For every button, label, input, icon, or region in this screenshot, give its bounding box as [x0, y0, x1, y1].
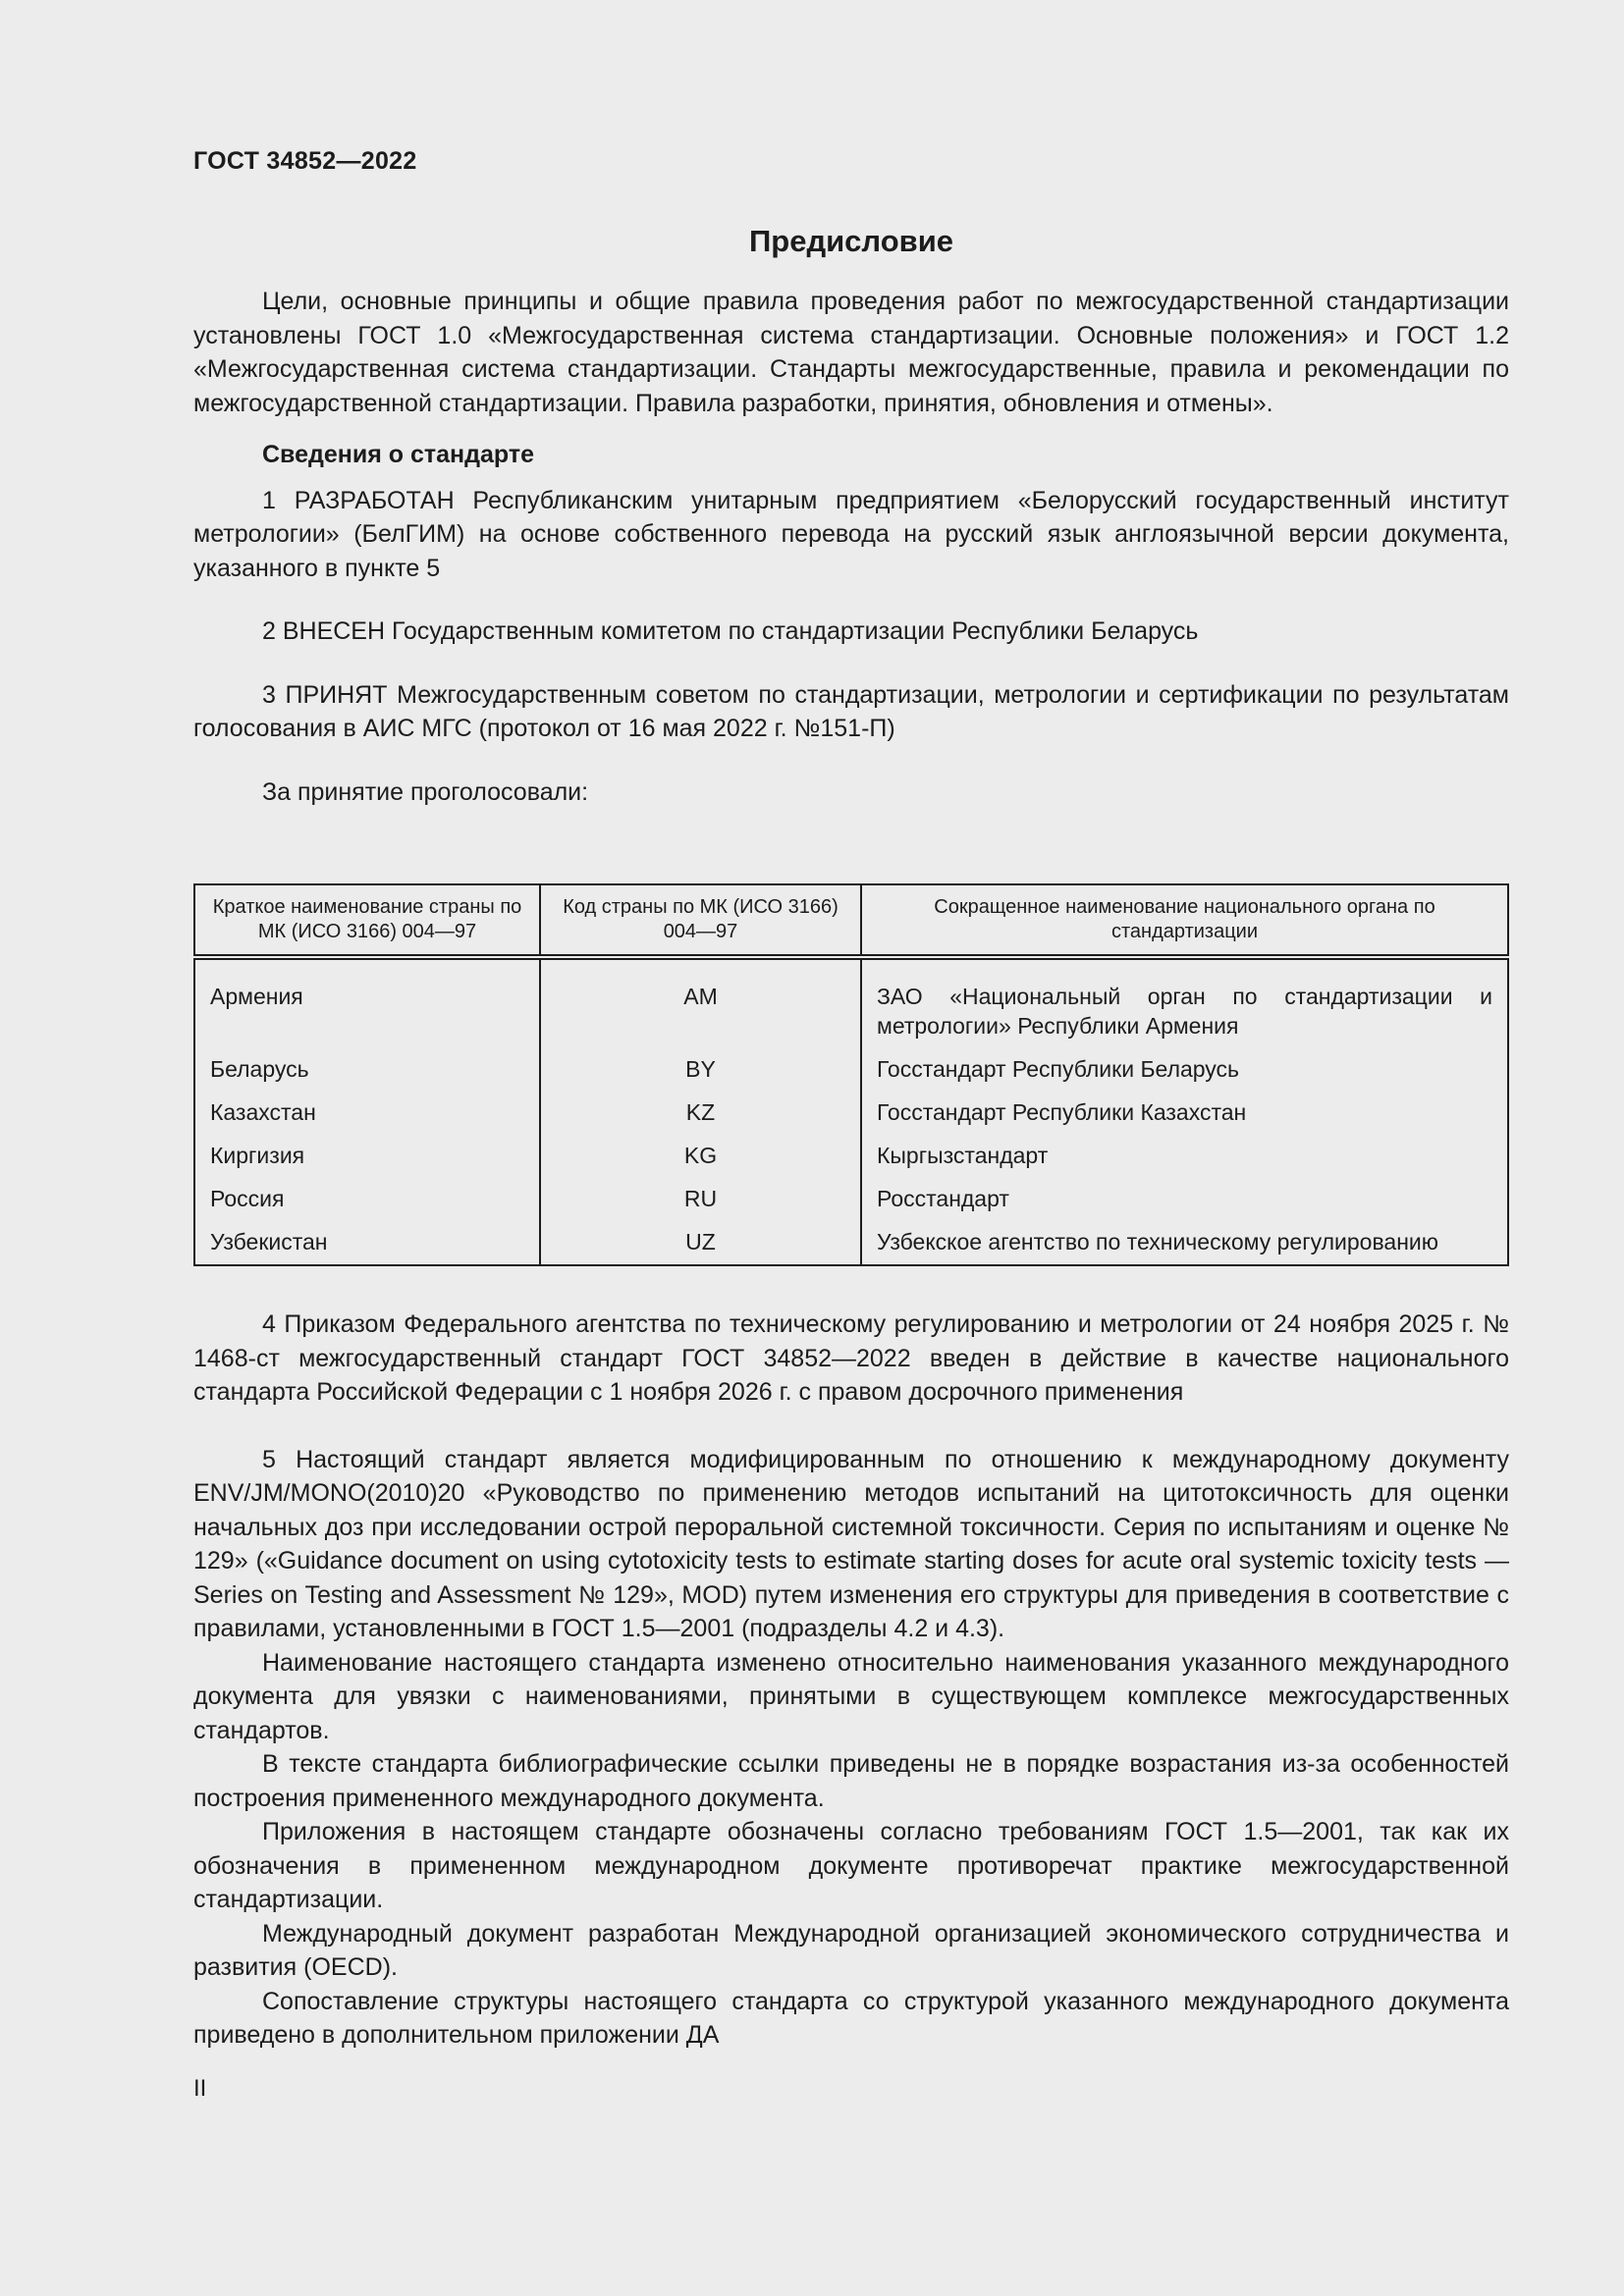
table-row: [194, 1135, 1508, 1178]
item-1-paragraph: 1 РАЗРАБОТАН Республиканским унитарным предприятием «Белорусский государственный институт метрологии» (БелГИМ) на основе собственного перевода на русский язык англоязычной версии документа, указанного в пункте 5: [193, 486, 1509, 582]
header-separator: [194, 957, 1508, 978]
item-2-paragraph: 2 ВНЕСЕН Государственным комитетом по стандартизации Республики Беларусь: [262, 617, 1199, 645]
code-cell: KZ: [540, 1092, 861, 1135]
country-cell: Россия: [194, 1178, 540, 1221]
document-header: ГОСТ 34852—2022: [193, 147, 417, 175]
page-title: Предисловие: [748, 224, 953, 258]
item-4-paragraph: 4 Приказом Федерального агентства по техническому регулированию и метрологии от 24 ноября 2025 г. № 1468-ст межгосударственный стандарт ГОСТ 34852—2022 введен в действие в качестве национального стандарта Российской Федерации с 1 ноября 2026 г. с правом досрочного применения: [193, 1310, 1509, 1406]
code-cell: UZ: [540, 1221, 861, 1265]
country-cell: Армения: [194, 978, 540, 1048]
country-cell: Киргизия: [194, 1135, 540, 1178]
item-5-paragraph: 5 Настоящий стандарт является модифицированным по отношению к международному документу ENV/JM/MONO(2010)20 «Руководство по применению методов испытаний на цитотоксичность для оценки начальных доз при исследовании острой пероральной системной токсичности. Серия по испытаниям и оценке № 129» («Guidance document on using cytotoxicity tests to estimate starting doses for acute oral systemic toxicity tests — Series on Testing and Assessment № 129», MOD) путем изменения его структуры для приведения в соответствие с правилами, установленными в ГОСТ 1.5—2001 (подразделы 4.2 и 4.3).: [193, 1445, 1509, 1642]
country-cell: Казахстан: [194, 1092, 540, 1135]
code-cell: AM: [540, 978, 861, 1048]
organ-cell: ЗАО «Национальный орган по стандартизации и метрологии» Республики Армения: [861, 978, 1508, 1048]
table-row: [194, 1221, 1508, 1265]
header-national-body: Сокращенное наименование национального органа по стандартизации: [861, 884, 1508, 957]
country-cell: Беларусь: [194, 1048, 540, 1092]
voting-table: [193, 883, 1509, 1266]
table-header-row: [194, 884, 1508, 957]
intro-paragraph: Цели, основные принципы и общие правила проведения работ по межгосударственной стандартизации установлены ГОСТ 1.0 «Межгосударственная система стандартизации. Основные положения» и ГОСТ 1.2 «Межгосударственная система стандартизации. Стандарты межгосударственные, правила и рекомендации по межгосударственной стандартизации. Правила разработки, принятия, обновления и отмены».: [193, 288, 1509, 417]
code-cell: RU: [540, 1178, 861, 1221]
preface-block: [193, 285, 1509, 809]
table-row: [194, 1092, 1508, 1135]
item-5-paragraph-annexes: Приложения в настоящем стандарте обозначены согласно требованиям ГОСТ 1.5—2001, так как их обозначения в примененном международном документе противоречат практике межгосударственной стандартизации.: [193, 1818, 1509, 1913]
item-5-paragraph-oecd: Международный документ разработан Международной организацией экономического сотрудничества и развития (OECD).: [193, 1919, 1509, 1981]
page-number: II: [193, 2075, 207, 2102]
organ-cell: Госстандарт Республики Казахстан: [861, 1092, 1508, 1135]
organ-cell: Росстандарт: [861, 1178, 1508, 1221]
organ-cell: Узбекское агентство по техническому регулированию: [861, 1221, 1508, 1265]
table-row: [194, 1178, 1508, 1221]
code-cell: KG: [540, 1135, 861, 1178]
vote-intro-paragraph: За принятие проголосовали:: [262, 777, 589, 806]
organ-cell: Кыргызстандарт: [861, 1135, 1508, 1178]
items-block: [193, 1308, 1509, 2053]
country-cell: Узбекистан: [194, 1221, 540, 1265]
header-country-code: Код страны по МК (ИСО 3166) 004—97: [540, 884, 861, 957]
item-5-paragraph-references: В тексте стандарта библиографические ссылки приведены не в порядке возрастания из-за особенностей построения примененного международного документа.: [193, 1750, 1509, 1812]
header-country-name: Краткое наименование страны по МК (ИСО 3166) 004—97: [194, 884, 540, 957]
item-3-paragraph: 3 ПРИНЯТ Межгосударственным советом по стандартизации, метрологии и сертификации по результатам голосования в АИС МГС (протокол от 16 мая 2022 г. №151-П): [193, 680, 1509, 742]
organ-cell: Госстандарт Республики Беларусь: [861, 1048, 1508, 1092]
table-row: [194, 1048, 1508, 1092]
item-5-paragraph-name: Наименование настоящего стандарта изменено относительно наименования указанного международного документа для увязки с наименованиями, принятыми в существующем комплексе межгосударственных стандартов.: [193, 1648, 1509, 1744]
item-5-paragraph-comparison: Сопоставление структуры настоящего стандарта со структурой указанного международного документа приведено в дополнительном приложении ДА: [193, 1987, 1509, 2049]
section-subheading: Сведения о стандарте: [262, 441, 535, 468]
code-cell: BY: [540, 1048, 861, 1092]
table-row: [194, 978, 1508, 1048]
